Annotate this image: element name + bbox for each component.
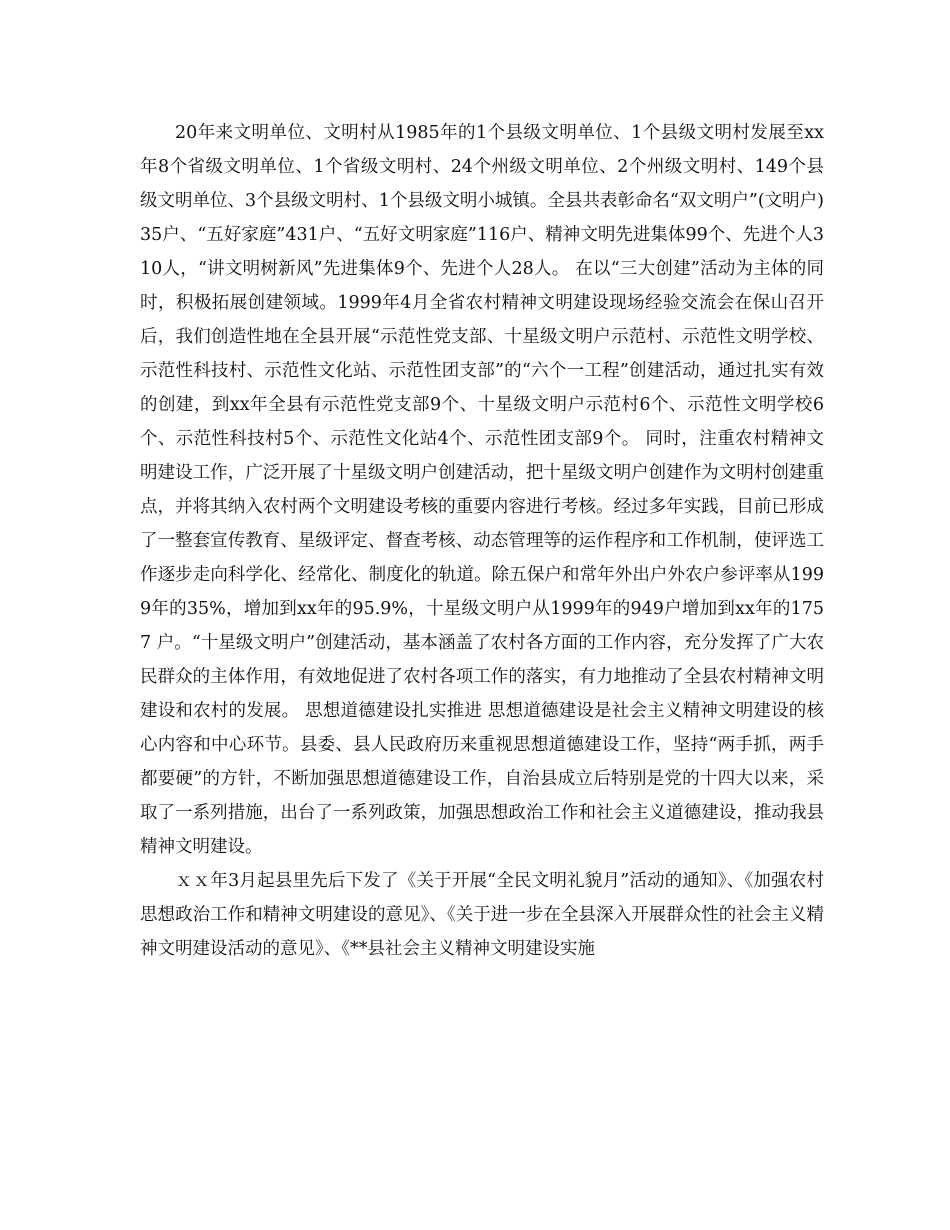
paragraph: ｘｘ年3月起县里先后下发了《关于开展“全民文明礼貌月”活动的通知》、《加强农村思想政治工作和精神文明建设的意见》、《关于进一步在全县深入开展群众性的社会主义精神文明建设活动的意见》、《**县社会主义精神文明建设实施 [140, 871, 824, 959]
document-body [140, 116, 824, 966]
paragraph: 20年来文明单位、文明村从1985年的1个县级文明单位、1个县级文明村发展至xx年8个省级文明单位、1个省级文明村、24个州级文明单位、2个州级文明村、149个县级文明单位、3个县级文明村、1个县级文明小城镇。全县共表彰命名“双文明户”(文明户)35户、“五好家庭”431户、“五好文明家庭”116户、精神文明先进集体99个、先进个人310人，“讲文明树新风”先进集体9个、先进个人28人。 在以“三大创建”活动为主体的同时，积极拓展创建领域。1999年4月全省农村精神文明建设现场经验交流会在保山召开后，我们创造性地在全县开展“示范性党支部、十星级文明户示范村、示范性文明学校、示范性科技村、示范性文化站、示范性团支部”的“六个一工程”创建活动，通过扎实有效的创建，到xx年全县有示范性党支部9个、十星级文明户示范村6个、示范性文明学校6个、示范性科技村5个、示范性文化站4个、示范性团支部9个。 同时，注重农村精神文明建设工作，广泛开展了十星级文明户创建活动，把十星级文明户创建作为文明村创建重点，并将其纳入农村两个文明建设考核的重要内容进行考核。经过多年实践，目前已形成了一整套宣传教育、星级评定、督查考核、动态管理等的运作程序和工作机制，使评选工作逐步走向科学化、经常化、制度化的轨道。除五保户和常年外出户外农户参评率从1999年的35%，增加到xx年的95.9%，十星级文明户从1999年的949户增加到xx年的1757 户。“十星级文明户”创建活动，基本涵盖了农村各方面的工作内容，充分发挥了广大农民群众的主体作用，有效地促进了农村各项工作的落实，有力地推动了全县农村精神文明建设和农村的发展。 思想道德建设扎实推进 思想道德建设是社会主义精神文明建设的核心内容和中心环节。县委、县人民政府历来重视思想道德建设工作，坚持“两手抓，两手都要硬”的方针，不断加强思想道德建设工作，自治县成立后特别是党的十四大以来，采取了一系列措施，出台了一系列政策，加强思想政治工作和社会主义道德建设，推动我县精神文明建设。 [140, 123, 824, 857]
